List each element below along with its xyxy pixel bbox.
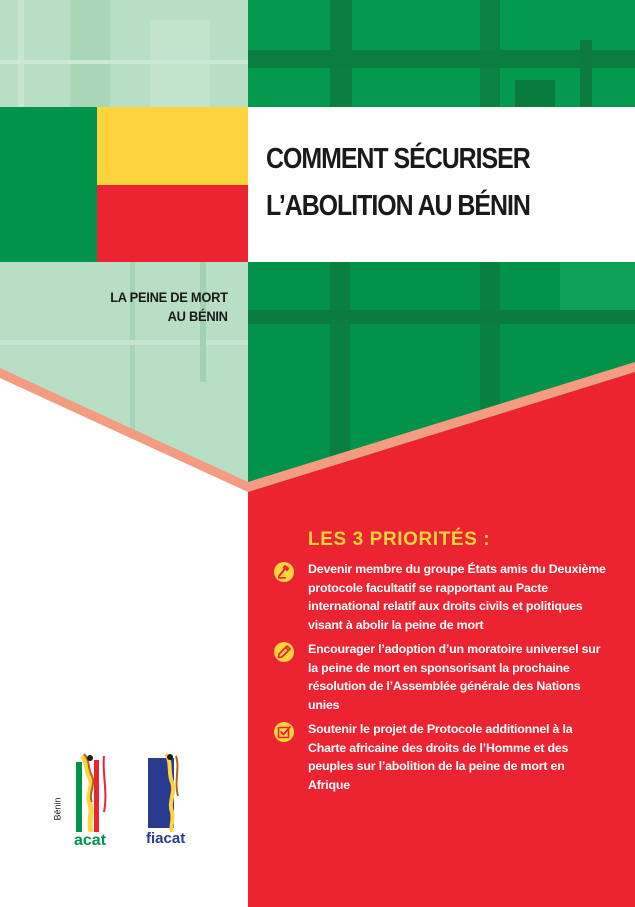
- acat-figure-icon: [60, 752, 120, 832]
- pen-icon: [274, 642, 294, 662]
- title-line-1: COMMENT SÉCURISER: [266, 143, 530, 175]
- subtitle-line-2: AU BÉNIN: [167, 308, 228, 324]
- checkbox-icon: [274, 722, 294, 742]
- fiacat-logo: [140, 752, 200, 852]
- title-line-2: L’ABOLITION AU BÉNIN: [266, 190, 530, 222]
- title-block: [248, 107, 635, 262]
- subtitle: [111, 288, 228, 326]
- acat-benin-logo: [52, 752, 120, 852]
- priority-text: Devenir membre du groupe États amis du Deuxième protocole facultatif se rapportant au Pacte international relatif aux droits civils et politiques visant à abolir la peine de mort: [308, 562, 606, 632]
- fiacat-figure-icon: [140, 752, 200, 832]
- gavel-icon: [274, 562, 294, 582]
- acat-country-label: Bénin: [52, 797, 63, 821]
- acat-label: acat: [74, 832, 107, 849]
- fiacat-label: fiacat: [146, 830, 186, 847]
- priority-text: Encourager l’adoption d’un moratoire universel sur la peine de mort en sponsorisant la prochaine résolution de l’Assemblée générale des Nations unies: [308, 642, 601, 712]
- priority-text: Soutenir le projet de Protocole additionnel à la Charte africaine des droits de l’Homme et des peuples sur l’abolition de la peine de mort en Afrique: [308, 722, 573, 792]
- priorities-heading: LES 3 PRIORITÉS :: [308, 529, 491, 550]
- subtitle-line-1: LA PEINE DE MORT: [110, 289, 228, 305]
